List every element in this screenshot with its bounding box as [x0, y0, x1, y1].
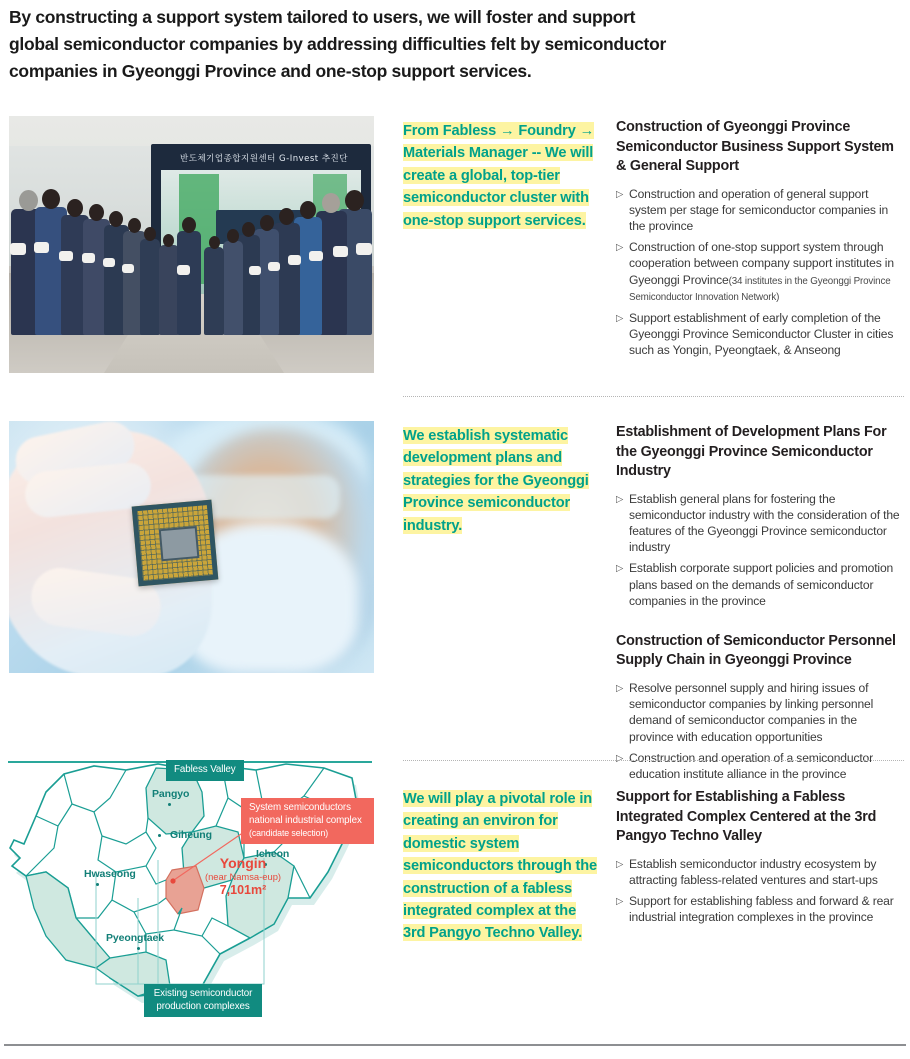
- list-item-note: (34 institutes in the Gyeonggi Province Semiconductor Innovation Network): [629, 275, 891, 304]
- map-label-line-1: Existing semiconductor: [153, 988, 253, 999]
- map-yongin-name: Yongin: [219, 855, 267, 871]
- section-3-lead: [403, 788, 599, 945]
- semiconductor-chip: [132, 500, 219, 587]
- map-city-pangyo: Pangyo: [152, 788, 190, 800]
- divider-2: [403, 760, 904, 761]
- list-item-text: Construction and operation of general support system per stage for semiconductor companies in the province: [629, 186, 889, 233]
- section-1-block-1-list: [616, 186, 904, 359]
- map-label-line-3: (candidate selection): [249, 828, 329, 838]
- list-item: [616, 491, 904, 556]
- list-item-text: Resolve personnel supply and hiring issues of semiconductor companies by linking personnel demand of semiconductor companies in the province with education opportunities: [629, 680, 874, 744]
- list-item: [616, 750, 904, 782]
- section-3-lead-text: [403, 788, 599, 945]
- ceremony-photo: [9, 116, 374, 373]
- section-2-block-2-title: Construction of Semiconductor Personnel Supply Chain in Gyeonggi Province: [616, 632, 896, 669]
- section-1-lead: [403, 120, 599, 232]
- divider-1: [403, 396, 904, 397]
- section-2-block-2-list: [616, 680, 904, 782]
- map-city-dot: [96, 883, 99, 886]
- map-label-national-complex: [241, 798, 374, 844]
- section-1-photo: [9, 116, 374, 373]
- map-city-hwaseong: Hwaseong: [84, 868, 136, 880]
- section-2-lead-highlight: We establish systematic development plans and strategies for the Gyeonggi Province semiconductor industry.: [403, 428, 589, 534]
- section-2-block-1-list: [616, 491, 904, 609]
- map-label-existing-complexes: [144, 984, 262, 1017]
- list-item: [616, 856, 904, 888]
- section-2-lead-text: [403, 425, 599, 537]
- bottom-horizontal-rule: [4, 1044, 906, 1046]
- gyeonggi-map: [6, 748, 374, 1033]
- list-item: [616, 310, 904, 359]
- section-1-lead-highlight: From Fabless → Foundry → Materials Manager -- We will create a global, top-tier semiconductor cluster with one-stop support services.: [403, 123, 595, 229]
- section-1-block-1-title: Construction of Gyeonggi Province Semiconductor Business Support System & General Support: [616, 119, 894, 174]
- intro-line-1: By constructing a support system tailored to users, we will foster and support: [9, 7, 636, 27]
- map-yongin-callout: [188, 856, 298, 898]
- map-label-text: Fabless Valley: [174, 764, 236, 775]
- section-3-map: [6, 748, 378, 1038]
- chip-die: [159, 526, 200, 561]
- list-item-text: Support for establishing fabless and forward & rear industrial integration complexes in the province: [629, 893, 894, 925]
- map-city-pyeongtaek: Pyeongtaek: [106, 932, 164, 944]
- list-item-text: Construction and operation of a semiconductor education institute alliance in the province: [629, 750, 874, 781]
- section-3-detail: [616, 788, 904, 930]
- section-3-block-1-title: Support for Establishing a Fabless Integrated Complex Centered at the 3rd Pangyo Techno Valley: [616, 789, 877, 844]
- list-item: [616, 680, 904, 745]
- map-yongin-sub: (near Namsa-eup): [204, 871, 282, 882]
- list-item: [616, 893, 904, 925]
- section-2-detail: [616, 423, 904, 787]
- section-3-lead-highlight: We will play a pivotal role in creating an environ for domestic system semiconductors through the construction of a fabless integrated complex at the 3rd Pangyo Techno Valley.: [403, 791, 597, 942]
- list-item: [616, 239, 904, 304]
- list-item-text: Establish general plans for fostering the semiconductor industry with the consideration of the features of the Gyeonggi Province semiconductor industry: [629, 491, 900, 555]
- map-label-line-1: System semiconductors: [249, 802, 351, 813]
- list-item-text: Construction of one-stop support system through cooperation between company support institutes in Gyeonggi Province: [629, 240, 894, 287]
- map-city-dot: [137, 947, 140, 950]
- intro-line-3: companies in Gyeonggi Province and one-stop support services.: [9, 61, 532, 81]
- map-city-icheon: Icheon: [256, 848, 290, 860]
- section-2-block-1-title: Establishment of Development Plans For the Gyeonggi Province Semiconductor Industry: [616, 424, 887, 479]
- section-2-photo: [9, 421, 374, 673]
- section-3-block-1-list: [616, 856, 904, 926]
- map-city-giheung: Giheung: [170, 829, 212, 841]
- map-label-fabless-valley: [166, 760, 244, 781]
- map-city-dot: [158, 834, 161, 837]
- list-item-text: Support establishment of early completion of the Gyeonggi Province Semiconductor Cluster in cities such as Yongin, Pyeongtaek, & Anseong: [629, 310, 894, 357]
- section-1-lead-text: [403, 120, 599, 232]
- map-label-line-2: production complexes: [156, 1000, 250, 1012]
- map-city-dot: [168, 803, 171, 806]
- section-2-lead: [403, 425, 599, 537]
- map-yongin-area: 7,101m²: [219, 883, 267, 897]
- intro-paragraph: [9, 4, 709, 85]
- photo-center-gloves: [177, 265, 190, 275]
- intro-line-2: global semiconductor companies by addressing difficulties felt by semiconductor: [9, 34, 666, 54]
- list-item: [616, 560, 904, 609]
- list-item-text: Establish semiconductor industry ecosystem by attracting fabless-related ventures and start-ups: [629, 856, 878, 887]
- map-label-line-2: national industrial complex: [249, 814, 362, 826]
- block-spacer: [616, 614, 904, 632]
- photo-center-head: [182, 217, 196, 233]
- chip-photo: [9, 421, 374, 673]
- section-1-detail: [616, 118, 904, 363]
- list-item-text: Establish corporate support policies and promotion plans based on the demands of semiconductor companies in the province: [629, 561, 894, 608]
- photo-center-figure: [177, 231, 201, 335]
- photo-banner-text: 반도체기업종합지원센터 G-Invest 추진단: [180, 154, 348, 164]
- list-item: [616, 186, 904, 235]
